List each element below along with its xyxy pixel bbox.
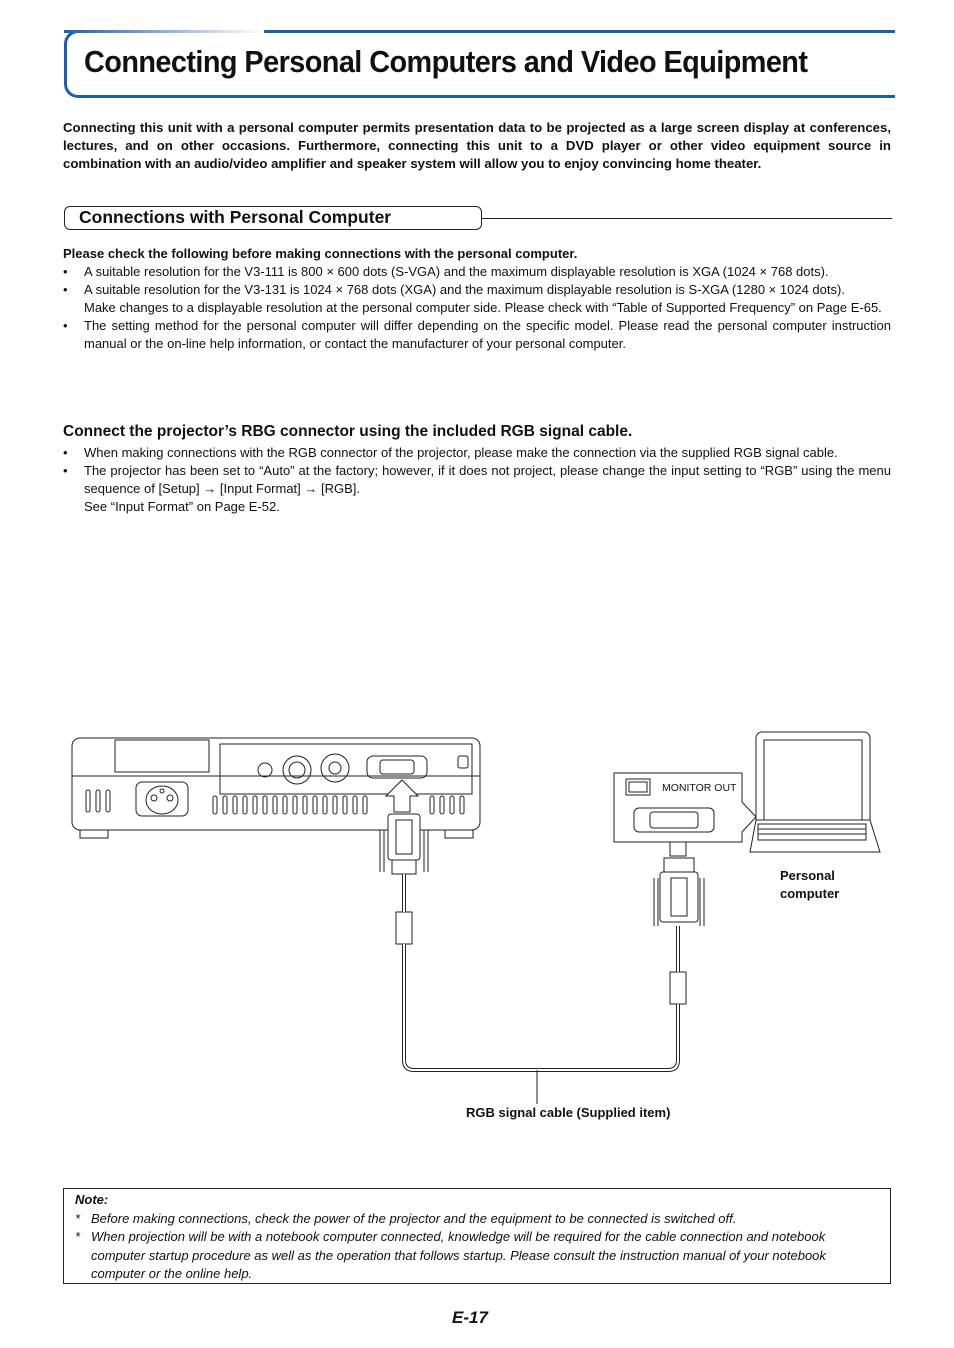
bullet-mark: • — [63, 463, 68, 478]
note-item: * When projection will be with a notebook computer connected, knowledge will be required for the cable connection and notebook computer startup procedure as well as the operation that follows startup. Please consult the instruction manual of your notebook computer or the online help. — [75, 1229, 826, 1281]
bullet-mark: • — [63, 282, 68, 297]
list-item: • When making connections with the RGB connector of the projector, please make the connection via the supplied RGB signal cable. — [63, 445, 838, 460]
note-title: Note: — [75, 1192, 109, 1207]
section-title-rule — [482, 218, 892, 219]
intro-paragraph: Connecting this unit with a personal computer permits presentation data to be projected as a large screen display at conferences, lectures, and on other occasions. Furthermore, connecting this unit to a DVD player or other video equipment source in combination with an audio/video amplifier and speaker system will allow you to enjoy convincing home theater. — [63, 120, 891, 171]
note-box — [63, 1188, 891, 1284]
connect-heading: Connect the projector’s RBG connector using the included RGB signal cable. — [63, 423, 633, 440]
rgb-cable — [404, 874, 678, 1070]
check-list — [63, 263, 891, 353]
note-item: * Before making connections, check the power of the projector and the equipment to be connected is switched off. — [75, 1210, 883, 1229]
vga-plug-computer — [654, 858, 704, 926]
pc-label-line1: Personal — [780, 868, 835, 883]
bullet-mark: • — [63, 445, 68, 460]
page-title: Connecting Personal Computers and Video Equipment — [84, 44, 808, 79]
cable-label: RGB signal cable (Supplied item) — [466, 1105, 671, 1120]
notebook-computer-illustration — [750, 732, 880, 852]
section-title: Connections with Personal Computer — [79, 207, 392, 227]
bullet-mark: • — [63, 318, 68, 333]
monitor-out-label: MONITOR OUT — [662, 782, 737, 794]
connection-diagram — [60, 720, 900, 1130]
list-item: • The projector has been set to “Auto” at the factory; however, if it does not project, please change the input setting to “RGB” using the menu sequence of [Setup] → [Input Format] → [RGB]. See “Input Format” on Page E-52. — [63, 463, 891, 514]
list-item: • The setting method for the personal computer will differ depending on the specific model. Please read the personal computer instruction manual or the on-line help information, or contact the manufacturer of your personal computer. — [63, 318, 891, 351]
note-star: * — [75, 1229, 81, 1244]
ferrite-core — [396, 912, 412, 944]
list-item: • A suitable resolution for the V3-111 is 800 × 600 dots (S-VGA) and the maximum displayable resolution is XGA (1024 × 768 dots). — [63, 264, 829, 279]
ferrite-core — [670, 972, 686, 1004]
check-heading: Please check the following before making connections with the personal computer. — [63, 246, 578, 261]
title-frame-fade — [64, 30, 264, 33]
page-number: E-17 — [452, 1308, 488, 1327]
pc-label-line2: computer — [780, 886, 840, 901]
connect-list — [63, 444, 891, 516]
note-star: * — [75, 1211, 81, 1226]
bullet-mark: • — [63, 264, 68, 279]
list-item: • A suitable resolution for the V3-131 is 1024 × 768 dots (XGA) and the maximum displayable resolution is S-XGA (1280 × 1024 dots). Make changes to a displayable resolution at the personal computer side. Please check with “Table of Supported Frequency” on Page E-65. — [63, 282, 882, 315]
